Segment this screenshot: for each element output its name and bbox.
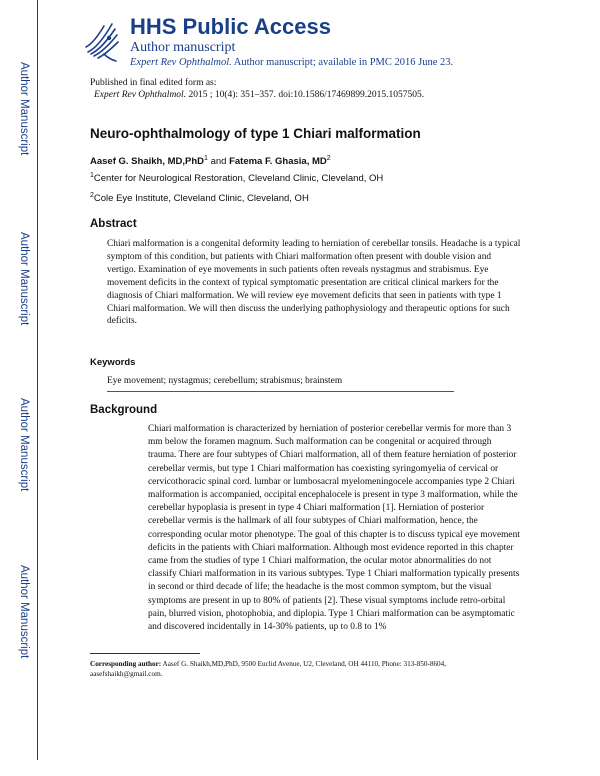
- affiliation-text: Center for Neurological Restoration, Cleveland Clinic, Cleveland, OH: [93, 173, 384, 184]
- affiliation-text: Cole Eye Institute, Cleveland Clinic, Cleveland, OH: [93, 193, 309, 204]
- published-label: Published in final edited form as:: [90, 78, 217, 88]
- sidebar-label-author-manuscript: Author Manuscript: [18, 232, 30, 326]
- keywords-text: Eye movement; nystagmus; cerebellum; strabismus; brainstem: [107, 376, 343, 386]
- corresponding-author-footnote: [90, 660, 520, 679]
- background-heading: Background: [90, 404, 158, 416]
- author-manuscript-label: Author manuscript: [130, 40, 236, 55]
- availability-text: Author manuscript; available in PMC 2016 June 23.: [231, 57, 454, 68]
- affiliation-1: [90, 173, 383, 184]
- citation-details: 2015 ; 10(4): 351–357. doi:10.1586/17469899.2015.1057505.: [186, 90, 425, 100]
- affiliation-marker: 2: [326, 154, 331, 162]
- citation-journal: Expert Rev Ophthalmol.: [94, 90, 187, 100]
- sidebar-label-author-manuscript: Author Manuscript: [18, 398, 30, 492]
- affiliation-marker: 1: [90, 171, 94, 179]
- author-conjunction: and: [207, 156, 230, 167]
- keywords-divider: [107, 391, 454, 392]
- abstract-heading: Abstract: [90, 218, 137, 230]
- journal-name: Expert Rev Ophthalmol.: [130, 57, 232, 68]
- background-text: Chiari malformation is characterized by herniation of posterior cerebellar vermis for more than 3 mm below the foramen magnum. Such malformation can be congenital or acquired through trauma. There are four subtypes of Chiari malformation, all of them feature herniation of posterior cerebellar vermis, but type 1 Chiari malformation has coexisting syringomyelia of cervical or cervicothoracic spinal cord. lumbar or lumbosacral myelomeningocele accompanies type 2 Chiari malformation is accompanied, occipital encephalocele is present in type 3 malformation, while the cerebellar hypoplasia is present in type 4 Chiari malformation [1]. Herniation of posterior cerebellar vermis is the hallmark of all four subtypes of Chiari malformation, hence, the corresponding ocular motor phenotype. The goal of this chapter is to discuss typical eye movement deficits in the patients with Chiari malformation. Although most evidence reported in this chapter came from the studies of type 1 Chiari malformation, the ocular motor abnormalities do not classify Chiari malformation in its various subtypes. Type 1 Chiari malformation typically presents in second or third decade of life; the headache is the most common symptom, but the visual symptoms are present in up to 80% of patients [2]. These visual symptoms include retro-orbital pain, blurred vision, photophobia, and diplopia. Type 1 Chiari malformation can be asymptomatic and discovered incidentally in 14-30% patients, up to 0.8 to 1%: [148, 424, 520, 633]
- affiliation-marker: 1: [204, 154, 208, 162]
- sidebar-label-author-manuscript: Author Manuscript: [18, 565, 30, 659]
- footnote-label: Corresponding author:: [90, 660, 162, 668]
- footnote-divider: [90, 653, 200, 654]
- sidebar-divider: [37, 0, 38, 760]
- affiliation-2: [90, 193, 309, 204]
- abstract-text: Chiari malformation is a congenital deformity leading to herniation of cerebellar tonsils. Headache is a typical symptom of this condition, but patients with Chiari malformation often present with double vision and vertigo. Examination of eye movements in such patients often reveals nystagmus and strabismus. Eye movement deficits in the context of typical symptomatic presentation are critical clinical markers for the diagnosis of Chiari malformation. We will review eye movement deficits that seen in patients with type 1 Chiari malformation. We will then discuss the underlying pathophysiology and therapeutic options for such deficits.: [107, 239, 521, 327]
- author-list: [90, 156, 331, 167]
- keywords-heading: Keywords: [90, 357, 136, 368]
- brand-title: HHS Public Access: [130, 14, 331, 39]
- hhs-eagle-logo-icon: [82, 14, 122, 64]
- article-title: Neuro-ophthalmology of type 1 Chiari malformation: [90, 126, 421, 141]
- sidebar-label-author-manuscript: Author Manuscript: [18, 62, 30, 156]
- author-name: Fatema F. Ghasia, MD: [229, 156, 327, 167]
- affiliation-marker: 2: [90, 191, 94, 199]
- citation: [94, 90, 424, 100]
- author-name: Aasef G. Shaikh, MD,PhD: [90, 156, 205, 167]
- availability-line: [130, 57, 453, 68]
- footnote-text: Aasef G. Shaikh,MD,PhD, 9500 Euclid Avenue, U2, Cleveland, OH 44110, Phone: 313-850-8604, aasefshaikh@gmail.com.: [90, 660, 447, 678]
